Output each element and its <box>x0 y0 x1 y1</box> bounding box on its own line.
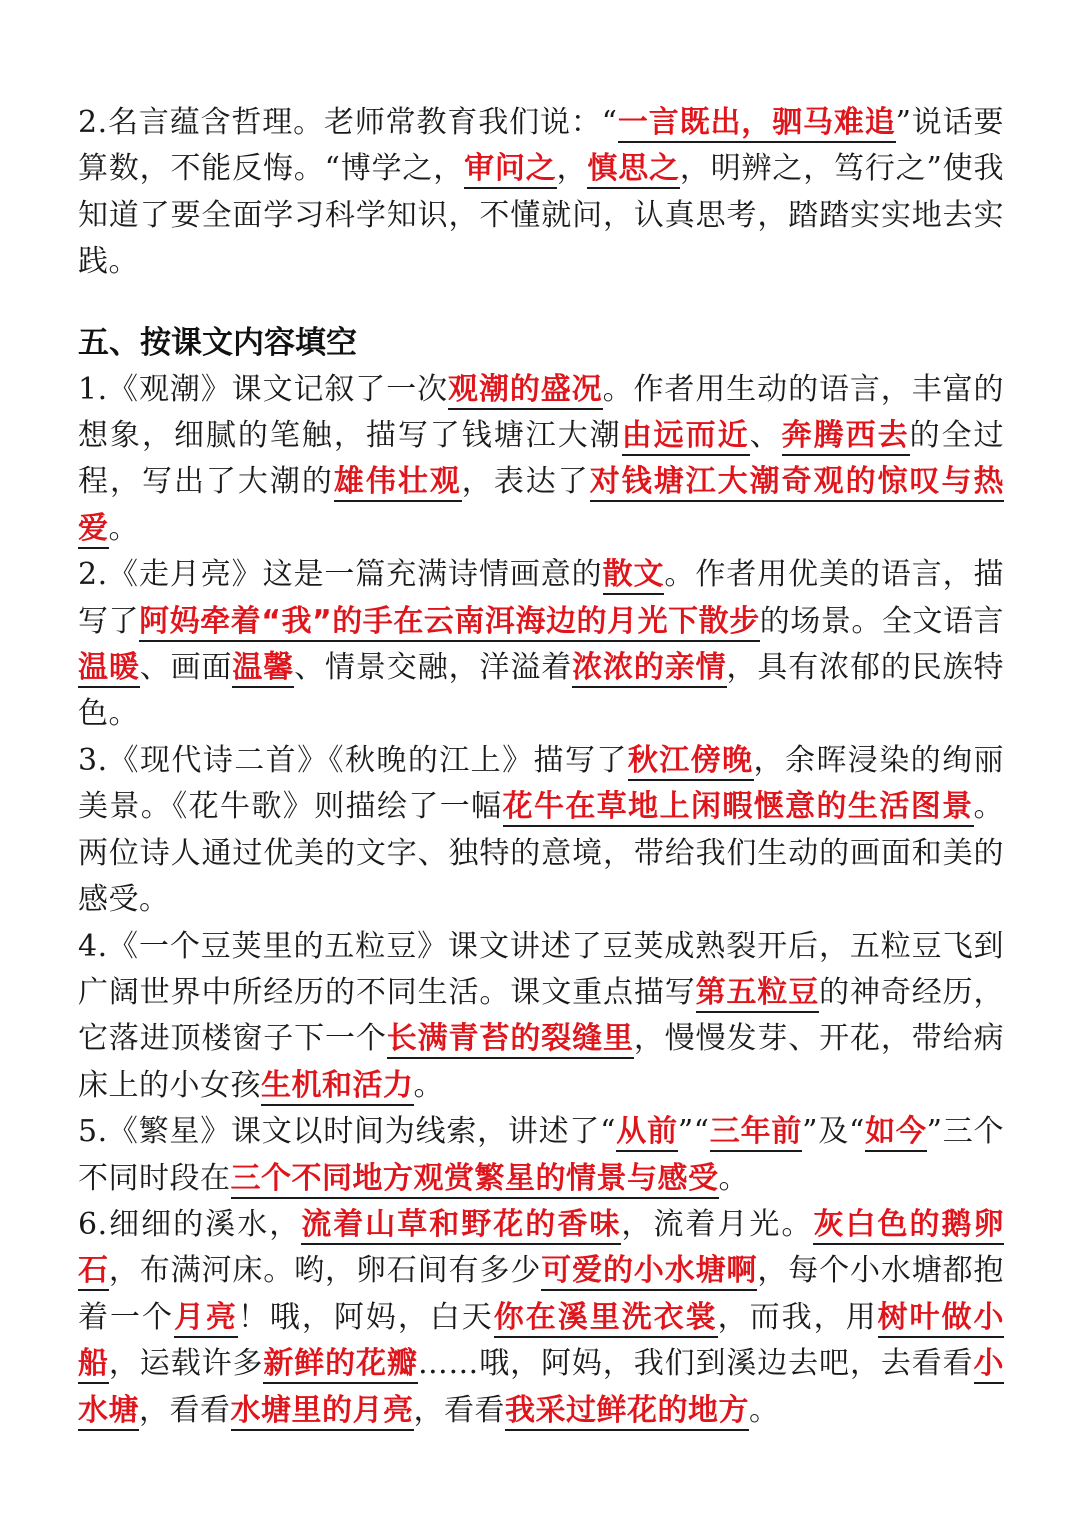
text-run: ， <box>556 151 588 187</box>
text-run: ，具有浓郁的民族特色。 <box>78 650 1005 732</box>
answer-blank: 一言既出，驷马难追 <box>618 105 896 143</box>
text-run: ，每个小水塘都抱着一个 <box>78 1253 1005 1335</box>
text-run: 6.细细的溪水， <box>78 1206 302 1242</box>
text-run: 。作者用生动的语言，丰富的想象，细腻的笔触，描写了钱塘江大潮 <box>78 371 1005 454</box>
answer-blank: 慎思之 <box>587 151 679 189</box>
text-run: 4.《一个豆荚里的五粒豆》课文讲述了豆荚成熟裂开后，五粒豆飞到广阔世界中所经历的不同生活。课文重点描写 <box>78 928 1004 1010</box>
quote-paragraph <box>78 100 1004 286</box>
item-guanchao <box>78 367 1004 553</box>
text-run: ！哦，阿妈，白天 <box>237 1299 494 1335</box>
text-run: 。 <box>413 1067 444 1103</box>
answer-blank: 小水塘 <box>78 1346 1004 1430</box>
item-zouyueliang <box>78 552 1004 738</box>
answer-blank: 树叶做小船 <box>78 1300 1004 1384</box>
answer-blank: 第五粒豆 <box>696 975 820 1013</box>
answer-blank: 雄伟壮观 <box>334 464 462 502</box>
text-run: 2.名言蕴含哲理。老师常教育我们说：“ <box>78 105 618 140</box>
answer-blank: 观潮的盛况 <box>448 372 603 410</box>
text-run: ……哦，阿妈，我们到溪边去吧，去看看 <box>417 1346 974 1382</box>
answer-blank: 阿妈牵着“我”的手在云南洱海边的月光下散步 <box>139 604 760 642</box>
answer-blank: 浓浓的亲情 <box>572 650 726 688</box>
answer-blank: 从前 <box>616 1114 678 1152</box>
text-run: 。 <box>749 1392 780 1428</box>
item-xiandaishi <box>78 738 1004 924</box>
text-run: ，明辨之，笃行之”使我知道了要全面学习科学知识，不懂就问，认真思考，踏踏实实地去实践。 <box>78 151 1004 280</box>
answer-blank: 流着山草和野花的香味 <box>301 1207 621 1245</box>
text-run: 。作者用优美的语言，描写了 <box>78 557 1005 639</box>
text-run: ”三个不同时段在 <box>78 1114 1005 1196</box>
section-heading: 五、按课文内容填空 <box>78 324 357 361</box>
text-run: ，余晖浸染的绚丽美景。《花牛歌》则描绘了一幅 <box>78 742 1005 825</box>
item-doujia <box>78 924 1004 1110</box>
answer-blank: 花牛在草地上闲暇惬意的生活图景 <box>503 789 974 827</box>
answer-blank: 三年前 <box>710 1114 803 1152</box>
answer-blank: 秋江傍晚 <box>628 743 754 781</box>
answer-blank: 灰白色的鹅卵石 <box>78 1207 1004 1291</box>
answer-blank: 由远而近 <box>622 418 750 456</box>
text-run: 、画面 <box>139 650 233 686</box>
answer-blank: 你在溪里洗衣裳 <box>494 1300 718 1338</box>
text-run: ，流着月光。 <box>621 1206 814 1242</box>
answer-blank: 温馨 <box>232 650 294 688</box>
answer-blank: 奔腾西去 <box>782 418 910 456</box>
text-run: 。两位诗人通过优美的文字、独特的意境，带给我们生动的画面和美的感受。 <box>78 789 1005 918</box>
answer-blank: 新鲜的花瓣 <box>263 1346 417 1384</box>
answer-blank: 对钱塘江大潮奇观的惊叹与热爱 <box>78 464 1004 548</box>
text-run: ”“ <box>677 1114 710 1150</box>
text-run: ，慢慢发芽、开花，带给病床上的小女孩 <box>78 1021 1005 1103</box>
text-run: 的神奇经历，它落进顶楼窗子下一个 <box>78 974 1005 1057</box>
text-run: 的全过程，写出了大潮的 <box>78 418 1005 500</box>
answer-blank: 长满青苔的裂缝里 <box>387 1021 634 1059</box>
text-run: 的场景。全文语言 <box>759 603 1005 639</box>
text-run: 2.《走月亮》这是一篇充满诗情画意的 <box>78 557 603 593</box>
text-run: ，表达了 <box>461 464 590 500</box>
answer-blank: 如今 <box>865 1114 927 1152</box>
item-fanxing <box>78 1109 1004 1202</box>
text-run: ，而我，用 <box>717 1299 878 1335</box>
answer-blank: 三个不同地方观赏繁星的情景与感受 <box>231 1161 719 1199</box>
text-run: ，运载许多 <box>108 1346 264 1382</box>
text-run: ，看看 <box>413 1392 505 1428</box>
answer-blank: 月亮 <box>174 1300 238 1338</box>
item-xishui <box>78 1202 1004 1434</box>
answer-blank: 散文 <box>603 557 665 595</box>
answer-blank: 水塘里的月亮 <box>231 1393 414 1431</box>
text-run: 。 <box>108 510 139 546</box>
answer-blank: 温暖 <box>78 650 140 688</box>
text-run: 、 <box>749 418 782 454</box>
answer-blank: 审问之 <box>464 151 556 189</box>
text-run: 5.《繁星》课文以时间为线索，讲述了“ <box>78 1114 617 1150</box>
text-run: ，看看 <box>139 1392 231 1428</box>
text-run: ，布满河床。哟，卵石间有多少 <box>108 1253 542 1289</box>
text-run: 、情景交融，洋溢着 <box>294 650 573 686</box>
text-run: 3.《现代诗二首》《秋晚的江上》描写了 <box>78 742 628 778</box>
answer-blank: 生机和活力 <box>261 1068 414 1106</box>
text-run: ”说话要算数，不能反悔。“博学之， <box>78 105 1004 187</box>
text-run: 1.《观潮》课文记叙了一次 <box>78 371 449 407</box>
answer-blank: 我采过鲜花的地方 <box>505 1393 749 1431</box>
text-run: 。 <box>718 1160 749 1196</box>
answer-blank: 可爱的小水塘啊 <box>541 1253 757 1291</box>
text-run: ”及“ <box>802 1114 865 1150</box>
